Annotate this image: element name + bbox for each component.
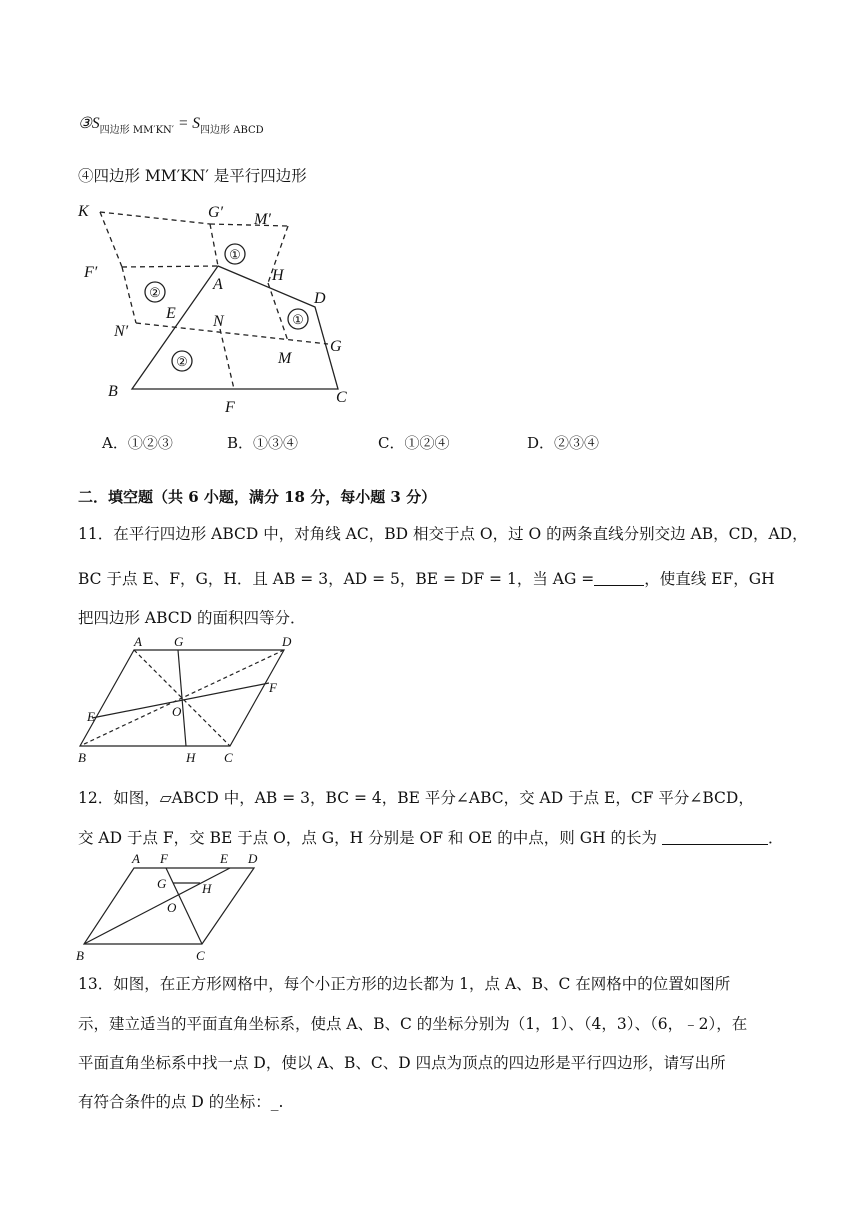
label-g: G <box>157 876 167 891</box>
dash-n-f <box>220 329 234 389</box>
dash-g1-m1 <box>210 224 288 226</box>
label-g: G <box>174 634 184 649</box>
q13-line-4: 有符合条件的点 D 的坐标：_. <box>78 1093 284 1111</box>
q11-line-2 <box>78 567 775 589</box>
label-f: F <box>160 851 168 866</box>
q10-statement-4: ④四边形 MM′KN′ 是平行四边形 <box>78 167 307 185</box>
label-a: A <box>213 276 223 293</box>
q13-line-3: 平面直角坐标系中找一点 D，使以 A、B、C、D 四点为顶点的四边形是平行四边形，请写出所 <box>78 1054 726 1072</box>
q11-line-2-pre: BC 于点 E、F，G，H．且 AB = 3，AD = 5，BE = DF = 1，当 AG = <box>78 570 595 588</box>
label-o: O <box>167 900 177 915</box>
q12-figure <box>72 850 272 962</box>
q12-line-2-post: ． <box>768 829 784 847</box>
dash-k-f1 <box>100 212 122 267</box>
label-f: F <box>269 680 277 695</box>
stmt3-eq: = S <box>174 115 201 132</box>
section-title: 二．填空题（共 6 小题，满分 18 分，每小题 3 分） <box>78 488 437 506</box>
label-f1: F′ <box>84 264 98 281</box>
line-gh <box>178 650 186 746</box>
label-d: D <box>248 851 258 866</box>
q12-line-2-pre: 交 AD 于点 F，交 BE 于点 O，点 G，H 分别是 OF 和 OE 的中点，则 GH 的长为 <box>78 829 658 847</box>
quad-abcd <box>132 266 338 389</box>
label-k: K <box>78 203 89 220</box>
label-g: G <box>330 338 342 355</box>
label-f: F <box>225 399 235 416</box>
label-b: B <box>76 948 84 962</box>
label-c: C <box>196 948 205 962</box>
label-a: A <box>134 634 142 649</box>
choice-b[interactable]: B．①③④ <box>227 434 299 452</box>
q11-line-3: 把四边形 ABCD 的面积四等分． <box>78 609 306 627</box>
circle-2a-text: ② <box>149 285 161 300</box>
q10-statement-3 <box>78 114 264 136</box>
label-o: O <box>172 704 182 719</box>
q12-answer-blank[interactable] <box>662 830 768 845</box>
circle-1a-text: ① <box>229 247 241 262</box>
stmt3-sub2: 四边形 ABCD <box>200 125 264 136</box>
q11-figure <box>72 632 302 767</box>
label-d: D <box>282 634 292 649</box>
label-e: E <box>220 851 228 866</box>
stmt3-prefix: ③S <box>78 115 100 132</box>
label-n1: N′ <box>114 323 129 340</box>
label-g1: G′ <box>208 204 224 221</box>
q11-answer-blank[interactable] <box>594 571 644 586</box>
label-a: A <box>132 851 140 866</box>
q10-choices <box>102 432 722 452</box>
label-c: C <box>336 389 347 406</box>
q11-line-2-post: ，使直线 EF，GH <box>644 570 775 588</box>
label-e: E <box>87 709 95 724</box>
label-h: H <box>272 267 284 284</box>
label-b: B <box>78 750 86 765</box>
label-b: B <box>108 383 118 400</box>
dash-k-g1 <box>100 212 210 224</box>
label-c: C <box>224 750 233 765</box>
circle-1b-text: ① <box>292 312 304 327</box>
dash-g1-a <box>210 224 218 266</box>
choice-c[interactable]: C．①②④ <box>378 434 450 452</box>
label-m1: M′ <box>254 211 271 228</box>
q12-line-1: 12．如图，▱ABCD 中，AB = 3，BC = 4，BE 平分∠ABC，交 AD 于点 E，CF 平分∠BCD， <box>78 789 754 807</box>
choice-d[interactable]: D．②③④ <box>527 434 600 452</box>
q13-line-1: 13．如图，在正方形网格中，每个小正方形的边长都为 1，点 A、B、C 在网格中的位置如图所 <box>78 975 731 993</box>
label-e: E <box>166 305 176 322</box>
label-h: H <box>186 750 196 765</box>
circle-2b-text: ② <box>176 354 188 369</box>
q11-line-1: 11．在平行四边形 ABCD 中，对角线 AC，BD 相交于点 O，过 O 的两条直线分别交边 AB，CD，AD， <box>78 525 808 543</box>
label-m: M <box>278 350 292 367</box>
q12-line-2 <box>78 826 784 848</box>
label-n: N <box>213 313 224 330</box>
dash-f1-a <box>122 266 218 267</box>
choice-a[interactable]: A．①②③ <box>102 434 173 452</box>
q10-figure <box>70 190 370 420</box>
dash-f1-n1 <box>122 267 136 323</box>
label-h: H <box>202 881 212 896</box>
q13-line-2: 示，建立适当的平面直角坐标系，使点 A、B、C 的坐标分别为（1，1）、（4，3）、（6，﹣2），在 <box>78 1015 748 1033</box>
label-d: D <box>314 290 326 307</box>
stmt3-sub1: 四边形 MM′KN′ <box>99 125 175 136</box>
